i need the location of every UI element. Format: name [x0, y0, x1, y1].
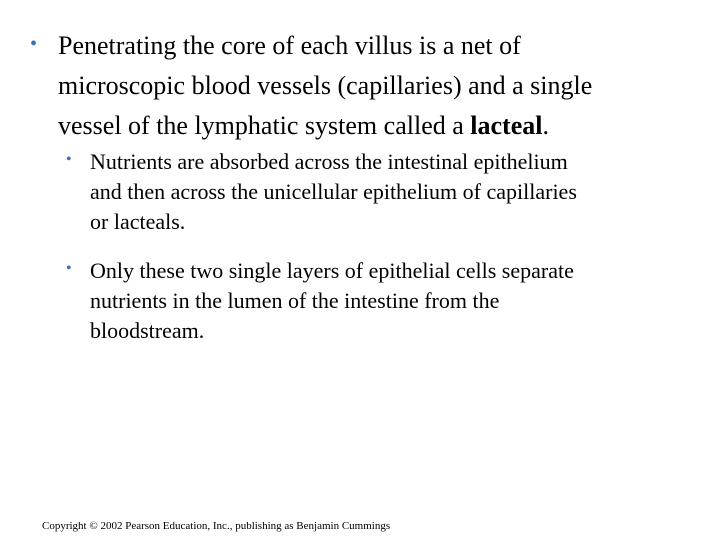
- sub-bullet-1-line-2: and then across the unicellular epithelium of capillaries: [90, 179, 577, 204]
- sub-bullet-dot-icon: •: [66, 260, 72, 277]
- sub-bullet-nutrients: [66, 147, 686, 237]
- main-bullet-line-1: Penetrating the core of each villus is a net of: [58, 31, 521, 60]
- sub-bullet-1-line-3: or lacteals.: [90, 209, 186, 234]
- sub-bullet-dot-icon: •: [66, 151, 72, 168]
- main-bullet-line-3: [58, 106, 700, 146]
- sub-bullet-layers: [66, 256, 686, 346]
- sub-bullet-text: [90, 256, 686, 346]
- sub-bullet-2-line-1: Only these two single layers of epithelial cells separate: [90, 258, 574, 283]
- sub-bullet-1-line-1: Nutrients are absorbed across the intestinal epithelium: [90, 149, 568, 174]
- sub-bullet-text: [90, 147, 686, 237]
- main-bullet: [30, 26, 700, 146]
- copyright-footer: Copyright © 2002 Pearson Education, Inc., publishing as Benjamin Cummings: [42, 520, 391, 532]
- sub-bullet-2-line-3: bloodstream.: [90, 318, 205, 343]
- lacteal-term: lacteal: [470, 111, 543, 140]
- main-bullet-end-punct: .: [542, 111, 549, 140]
- main-bullet-line-2: microscopic blood vessels (capillaries) and a single: [58, 71, 593, 100]
- sub-bullet-2-line-2: nutrients in the lumen of the intestine from the: [90, 288, 500, 313]
- main-bullet-line-3-text: vessel of the lymphatic system called a: [58, 111, 471, 140]
- bullet-dot-icon: •: [30, 33, 38, 55]
- main-bullet-text: [58, 26, 700, 146]
